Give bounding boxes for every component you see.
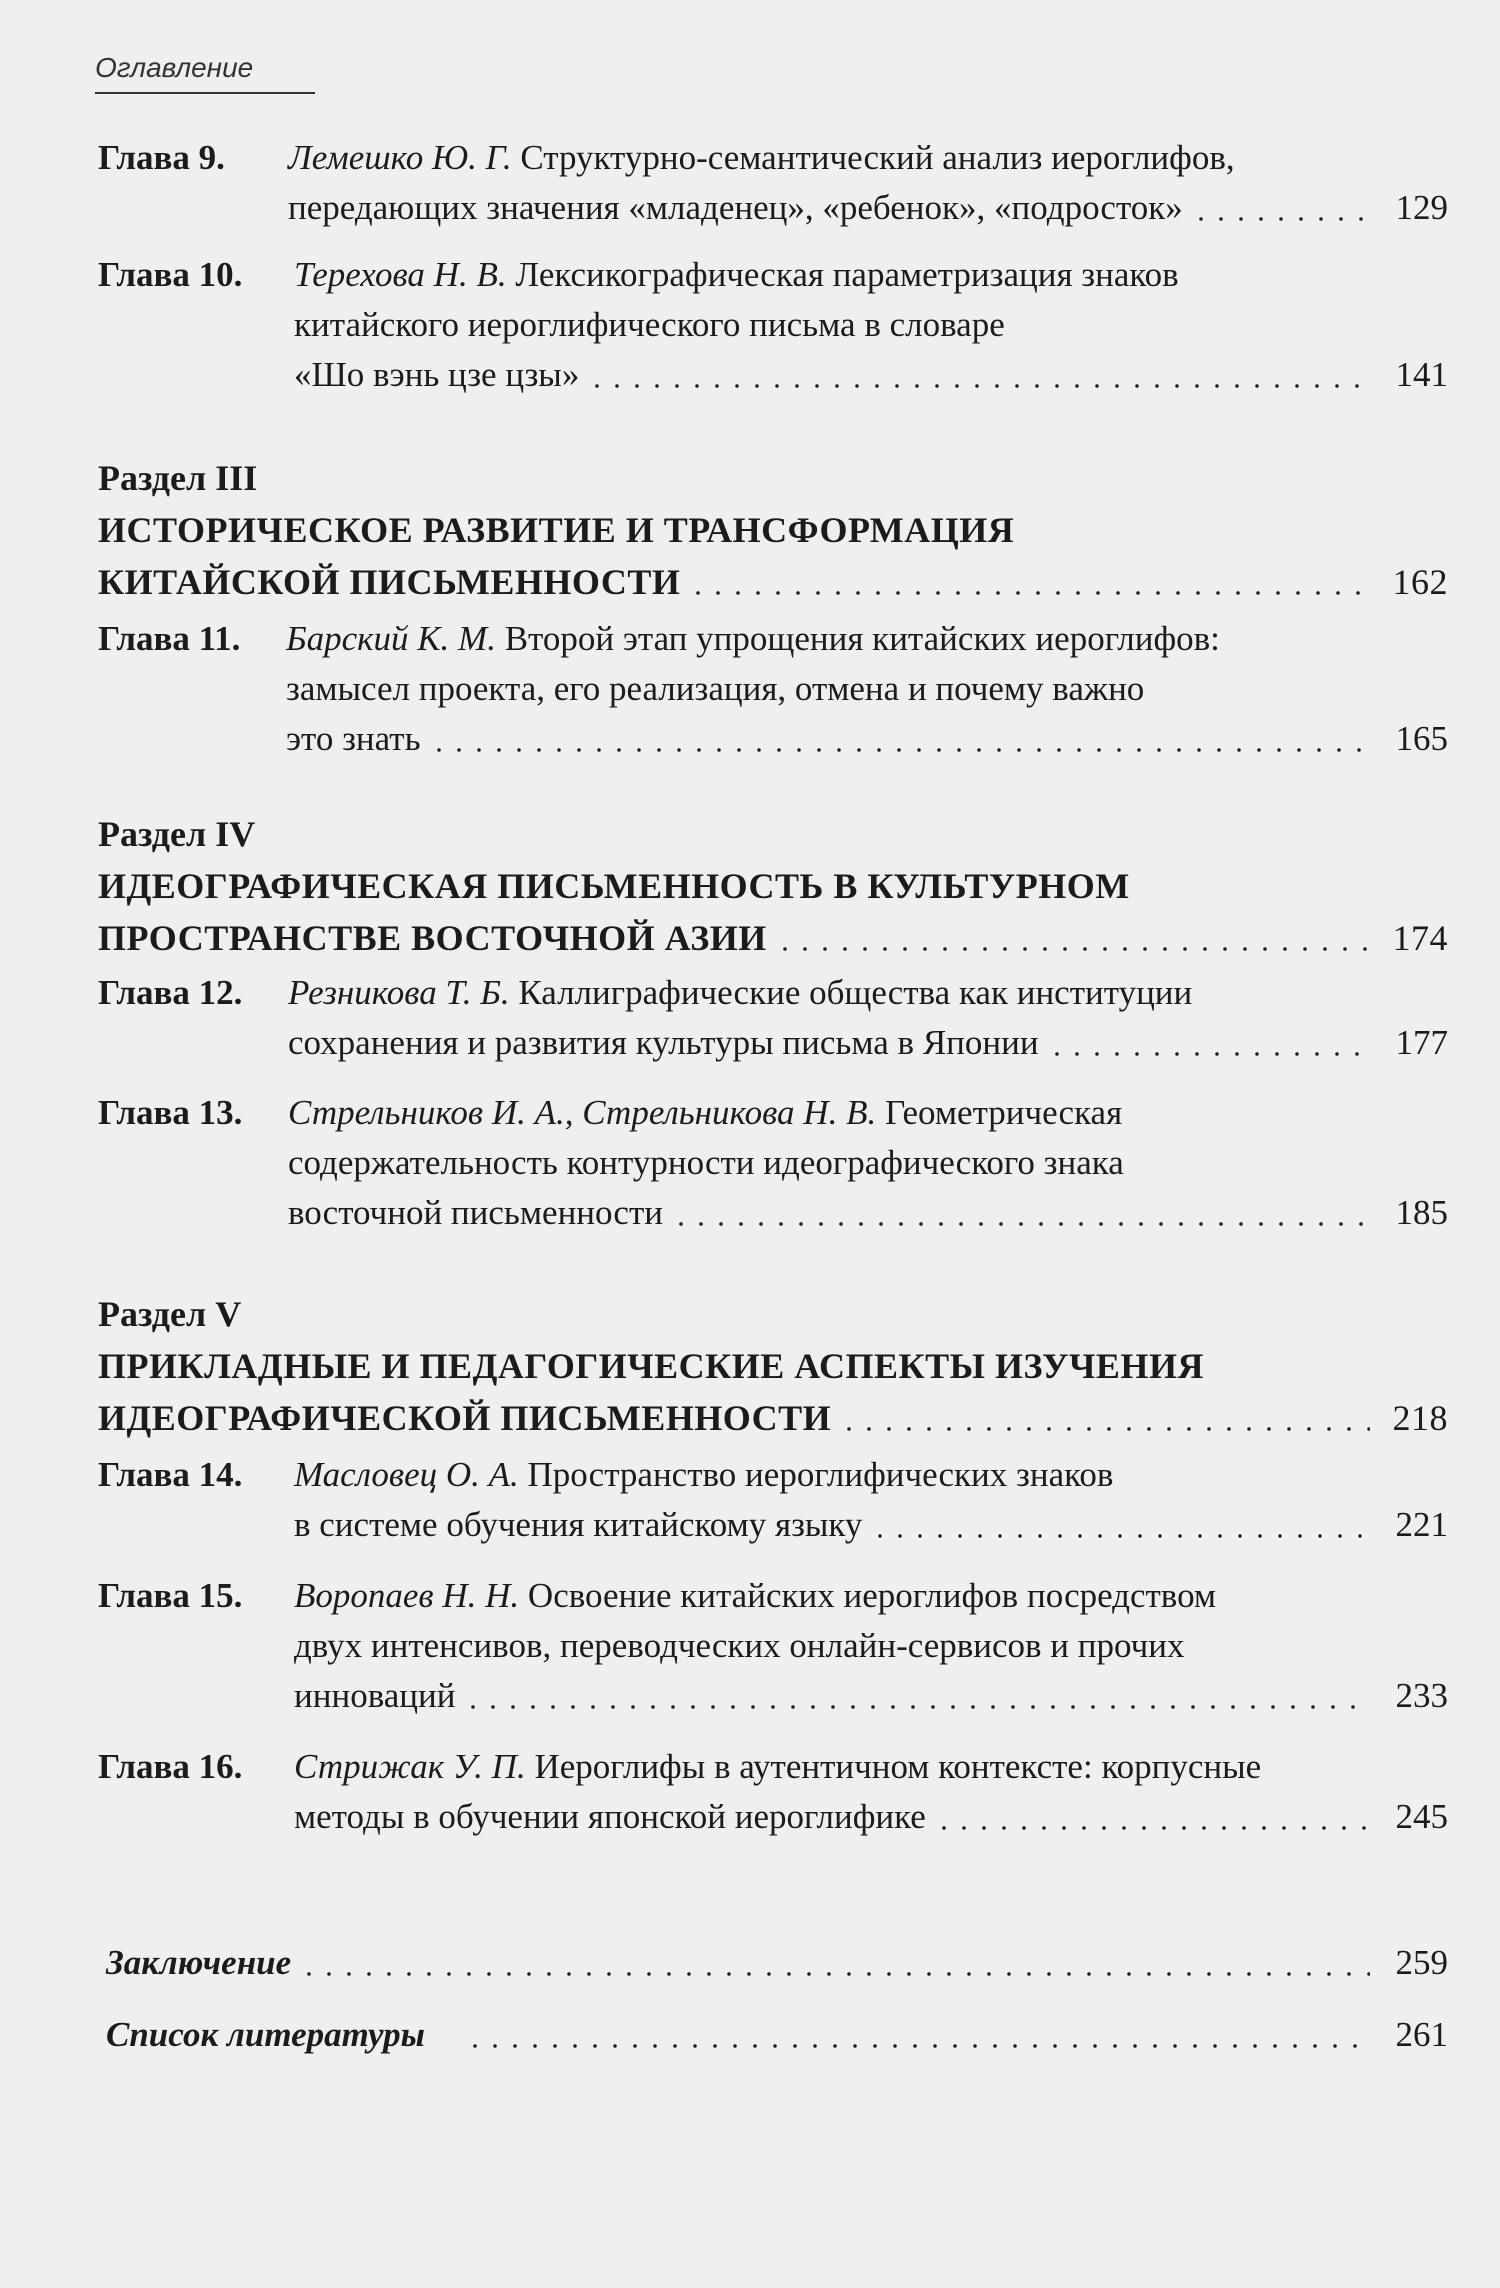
page-number: 129	[1395, 188, 1448, 227]
dot-leader	[299, 1938, 1370, 1988]
chapter-label: Глава 15.	[98, 1576, 243, 1615]
dot-leader	[1191, 183, 1370, 233]
page-number: 245	[1395, 1797, 1448, 1836]
dot-leader	[775, 912, 1370, 964]
chapter-title-line: восточной письменности	[288, 1193, 663, 1232]
page-number: 233	[1395, 1676, 1448, 1715]
page-number: 177	[1395, 1023, 1448, 1062]
page-number: 141	[1395, 355, 1448, 394]
page-number: 221	[1395, 1505, 1448, 1544]
chapter-title-line: передающих значения «младенец», «ребенок», «подросток»	[288, 188, 1183, 227]
toc-section-3[interactable]	[98, 452, 1448, 608]
chapter-title-line: двух интенсивов, переводческих онлайн-сервисов и прочих	[294, 1626, 1185, 1665]
chapter-title-line: «Шо вэнь цзе цзы»	[294, 355, 580, 394]
toc-entry-chapter-12[interactable]	[98, 968, 1448, 1068]
section-label: Раздел V	[98, 1294, 242, 1334]
section-title-line: ПРОСТРАНСТВЕ ВОСТОЧНОЙ АЗИИ	[98, 918, 767, 958]
section-title-line: ИДЕОГРАФИЧЕСКОЙ ПИСЬМЕННОСТИ	[98, 1398, 832, 1438]
section-title-line: ПРИКЛАДНЫЕ И ПЕДАГОГИЧЕСКИЕ АСПЕКТЫ ИЗУЧЕНИЯ	[98, 1346, 1204, 1386]
chapter-title-line: Каллиграфические общества как институции	[518, 973, 1193, 1012]
toc-entry-chapter-14[interactable]	[98, 1450, 1448, 1550]
chapter-title-line: Иероглифы в аутентичном контексте: корпусные	[534, 1747, 1262, 1786]
toc-entry-chapter-16[interactable]	[98, 1742, 1448, 1842]
page-number: 165	[1395, 719, 1448, 758]
chapter-author: Терехова Н. В.	[294, 255, 507, 294]
chapter-title-line: содержательность контурности идеографического знака	[288, 1143, 1124, 1182]
chapter-title-line: сохранения и развития культуры письма в Японии	[288, 1023, 1039, 1062]
chapter-label: Глава 9.	[98, 138, 225, 177]
toc-entry-chapter-9[interactable]	[98, 133, 1448, 233]
chapter-title-line: Геометрическая	[884, 1093, 1123, 1132]
chapter-title-line: Пространство иероглифических знаков	[527, 1455, 1114, 1494]
page-number: 261	[1395, 2015, 1448, 2054]
page-number: 259	[1395, 1943, 1448, 1982]
chapter-author: Стрижак У. П.	[294, 1747, 526, 1786]
dot-leader	[587, 350, 1370, 400]
running-head: Оглавление	[95, 52, 254, 83]
chapter-title-line: методы в обучении японской иероглифике	[294, 1797, 926, 1836]
dot-leader	[688, 556, 1370, 608]
chapter-author: Барский К. М.	[286, 619, 496, 658]
toc-section-4[interactable]	[98, 808, 1448, 964]
section-title-line: ИСТОРИЧЕСКОЕ РАЗВИТИЕ И ТРАНСФОРМАЦИЯ	[98, 510, 1015, 550]
chapter-title-line: инноваций	[294, 1676, 456, 1715]
section-title-line: КИТАЙСКОЙ ПИСЬМЕННОСТИ	[98, 562, 681, 602]
toc-section-5[interactable]	[98, 1288, 1448, 1444]
chapter-author: Резникова Т. Б.	[288, 973, 510, 1012]
entry-title: Список литературы	[106, 2015, 425, 2054]
dot-leader	[870, 1500, 1370, 1550]
toc-entry-chapter-15[interactable]	[98, 1571, 1448, 1721]
chapter-title-line: Структурно-семантический анализ иероглифов,	[520, 138, 1235, 177]
chapter-title-line: это знать	[286, 719, 421, 758]
chapter-label: Глава 16.	[98, 1747, 243, 1786]
dot-leader	[1047, 1018, 1370, 1068]
toc-entry-chapter-13[interactable]	[98, 1088, 1448, 1238]
running-head-rule	[95, 92, 315, 94]
toc-entry-bibliography[interactable]	[106, 2010, 1448, 2060]
chapter-label: Глава 13.	[98, 1093, 243, 1132]
entry-title: Заключение	[106, 1943, 292, 1982]
section-label: Раздел IV	[98, 814, 256, 854]
chapter-label: Глава 10.	[98, 255, 243, 294]
chapter-title-line: замысел проекта, его реализация, отмена и почему важно	[286, 669, 1145, 708]
dot-leader	[429, 714, 1370, 764]
toc-entry-conclusion[interactable]	[106, 1938, 1448, 1988]
chapter-title-line: Освоение китайских иероглифов посредством	[527, 1576, 1217, 1615]
toc-entry-chapter-10[interactable]	[98, 250, 1448, 400]
dot-leader	[465, 2010, 1370, 2060]
chapter-author: Масловец О. А.	[294, 1455, 519, 1494]
chapter-author: Лемешко Ю. Г.	[288, 138, 512, 177]
chapter-title-line: Лексикографическая параметризация знаков	[515, 255, 1179, 294]
chapter-label: Глава 14.	[98, 1455, 243, 1494]
chapter-label: Глава 11.	[98, 619, 241, 658]
dot-leader	[671, 1188, 1370, 1238]
page-number: 174	[1392, 918, 1448, 958]
dot-leader	[839, 1392, 1370, 1444]
page-number: 185	[1395, 1193, 1448, 1232]
dot-leader	[934, 1792, 1370, 1842]
chapter-author: Стрельников И. А., Стрельникова Н. В.	[288, 1093, 877, 1132]
chapter-author: Воропаев Н. Н.	[294, 1576, 520, 1615]
page-number: 162	[1392, 562, 1448, 602]
page-number: 218	[1392, 1398, 1448, 1438]
chapter-title-line: Второй этап упрощения китайских иероглифов:	[504, 619, 1220, 658]
toc-entry-chapter-11[interactable]	[98, 614, 1448, 764]
section-title-line: ИДЕОГРАФИЧЕСКАЯ ПИСЬМЕННОСТЬ В КУЛЬТУРНОМ	[98, 866, 1130, 906]
section-label: Раздел III	[98, 458, 258, 498]
chapter-title-line: в системе обучения китайскому языку	[294, 1505, 863, 1544]
chapter-title-line: китайского иероглифического письма в словаре	[294, 305, 1005, 344]
chapter-label: Глава 12.	[98, 973, 243, 1012]
dot-leader	[463, 1671, 1370, 1721]
